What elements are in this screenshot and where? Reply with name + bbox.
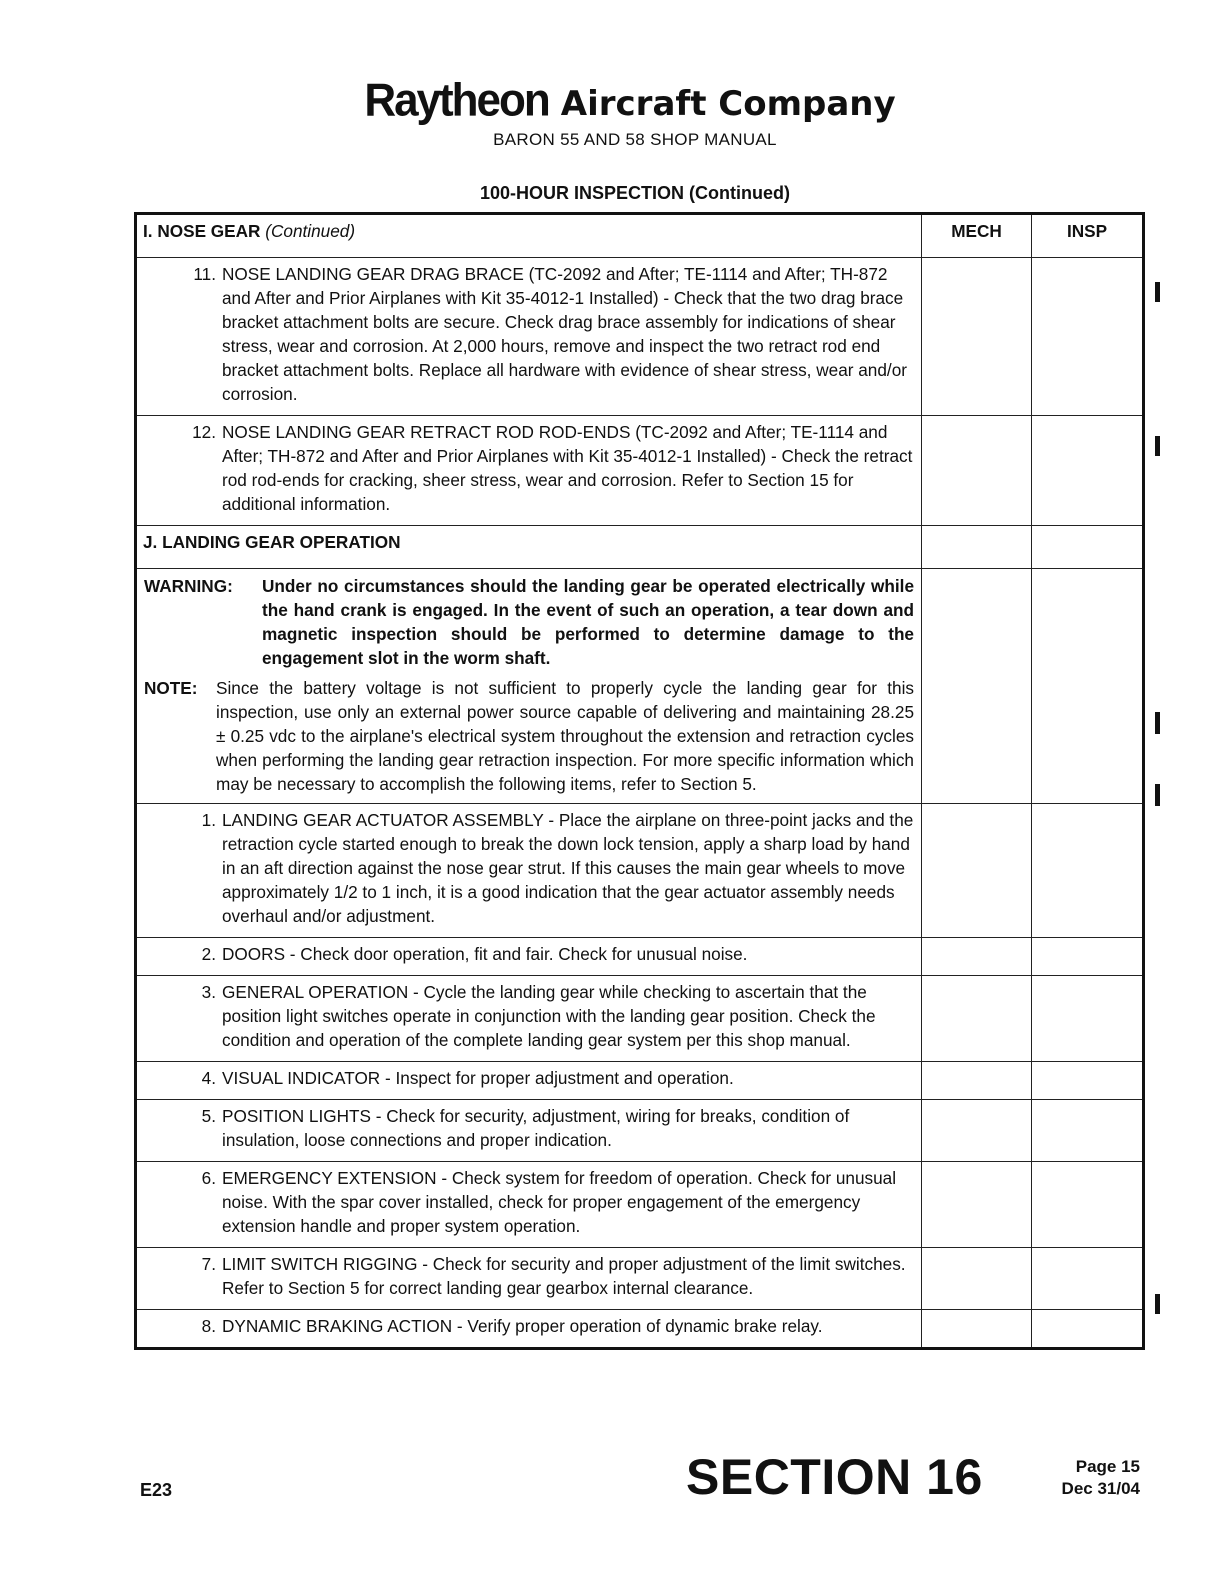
table-row <box>136 1248 1144 1310</box>
revision-date: Dec 31/04 <box>1061 1479 1140 1498</box>
table-row <box>136 569 1144 804</box>
change-bar <box>1155 784 1160 806</box>
mech-checkbox-cell[interactable] <box>922 258 1032 416</box>
insp-checkbox-cell <box>1032 569 1144 804</box>
change-bar <box>1155 282 1160 302</box>
insp-checkbox-cell[interactable] <box>1032 1310 1144 1349</box>
section-heading <box>136 214 922 258</box>
insp-checkbox-cell[interactable] <box>1032 258 1144 416</box>
insp-checkbox-cell[interactable] <box>1032 1100 1144 1162</box>
table-row <box>136 1100 1144 1162</box>
section-heading: J. LANDING GEAR OPERATION <box>136 526 922 569</box>
mech-checkbox-cell[interactable] <box>922 938 1032 976</box>
table-row <box>136 938 1144 976</box>
page-code: E23 <box>140 1480 173 1500</box>
mech-checkbox-cell <box>922 526 1032 569</box>
table-row <box>136 258 1144 416</box>
company-name: Aircraft Company <box>560 84 896 124</box>
warning-label: WARNING: <box>144 576 233 596</box>
item-text: GENERAL OPERATION - Cycle the landing gear while checking to ascertain that the position light switches operate in conjunction with the landing gear position. Check the condition and operation of the complete landing gear system per this shop manual. <box>222 982 876 1050</box>
table-row <box>136 976 1144 1062</box>
item-number: 1. <box>201 810 216 830</box>
item-number: 3. <box>201 982 216 1002</box>
change-bar <box>1155 712 1160 734</box>
inspection-title: 100-HOUR INSPECTION (Continued) <box>479 183 790 203</box>
item-text: LIMIT SWITCH RIGGING - Check for security and proper adjustment of the limit switches. Refer to Section 5 for correct landing gear gearbox internal clearance. <box>222 1254 906 1298</box>
insp-checkbox-cell[interactable] <box>1032 804 1144 938</box>
item-number: 12. <box>192 422 216 442</box>
brand-logo <box>364 74 896 127</box>
item-number: 2. <box>201 944 216 964</box>
mech-column-header: MECH <box>922 214 1032 258</box>
warning-block <box>144 574 914 670</box>
mech-checkbox-cell[interactable] <box>922 416 1032 526</box>
table-row <box>136 416 1144 526</box>
mech-checkbox-cell[interactable] <box>922 1100 1032 1162</box>
item-number: 11. <box>193 264 216 284</box>
table-row <box>136 1162 1144 1248</box>
item-text: VISUAL INDICATOR - Inspect for proper adjustment and operation. <box>222 1068 734 1088</box>
mech-checkbox-cell[interactable] <box>922 1248 1032 1310</box>
insp-checkbox-cell[interactable] <box>1032 976 1144 1062</box>
insp-checkbox-cell <box>1032 526 1144 569</box>
section-suffix: (Continued) <box>265 221 356 241</box>
insp-checkbox-cell[interactable] <box>1032 1062 1144 1100</box>
page-header <box>0 74 1220 127</box>
section-row <box>136 526 1144 569</box>
insp-checkbox-cell[interactable] <box>1032 1162 1144 1248</box>
table-row <box>136 1310 1144 1349</box>
table-row <box>136 1062 1144 1100</box>
warning-text: Under no circumstances should the landing gear be operated electrically while the hand crank is engaged. In the event of such an operation, a tear down and magnetic inspection should be performed to determine damage to the engagement slot in the worm shaft. <box>262 576 914 668</box>
mech-checkbox-cell[interactable] <box>922 976 1032 1062</box>
item-text: NOSE LANDING GEAR DRAG BRACE (TC-2092 and After; TE-1114 and After; TH-872 and After and Prior Airplanes with Kit 35-4012-1 Installed) - Check that the two drag brace bracket attachment bolts are secure. Check drag brace assembly for indications of shear stress, wear and corrosion. At 2,000 hours, remove and inspect the two retract rod end bracket attachment bolts. Replace all hardware with evidence of shear stress, wear and/or corrosion. <box>222 264 907 404</box>
mech-checkbox-cell[interactable] <box>922 804 1032 938</box>
note-label: NOTE: <box>144 678 198 698</box>
mech-checkbox-cell[interactable] <box>922 1162 1032 1248</box>
item-text: LANDING GEAR ACTUATOR ASSEMBLY - Place the airplane on three-point jacks and the retraction cycle started enough to break the down lock tension, apply a sharp load by hand in an aft direction against the nose gear strut. If this causes the main gear wheels to move approximately 1/2 to 1 inch, it is a good indication that the gear actuator assembly needs overhaul and/or adjustment. <box>222 810 914 926</box>
mech-checkbox-cell[interactable] <box>922 1062 1032 1100</box>
section-number: SECTION 16 <box>686 1449 983 1505</box>
brand-name: Raytheon <box>364 74 549 127</box>
item-text: POSITION LIGHTS - Check for security, adjustment, wiring for breaks, condition of insulation, loose connections and proper indication. <box>222 1106 850 1150</box>
mech-checkbox-cell <box>922 569 1032 804</box>
mech-checkbox-cell[interactable] <box>922 1310 1032 1349</box>
insp-checkbox-cell[interactable] <box>1032 1248 1144 1310</box>
change-bar <box>1155 436 1160 456</box>
item-number: 7. <box>201 1254 216 1274</box>
note-block <box>144 676 914 796</box>
item-text: NOSE LANDING GEAR RETRACT ROD ROD-ENDS (TC-2092 and After; TE-1114 and After; TH-872 and After and Prior Airplanes with Kit 35-4012-1 Installed) - Check the retract rod rod-ends for cracking, sheer stress, wear and corrosion. Refer to Section 15 for additional information. <box>222 422 913 514</box>
item-text: DYNAMIC BRAKING ACTION - Verify proper operation of dynamic brake relay. <box>222 1316 823 1336</box>
table-row <box>136 804 1144 938</box>
insp-column-header: INSP <box>1032 214 1144 258</box>
item-number: 4. <box>201 1068 216 1088</box>
page-info <box>1040 1456 1140 1500</box>
item-number: 5. <box>201 1106 216 1126</box>
insp-checkbox-cell[interactable] <box>1032 416 1144 526</box>
section-title: I. NOSE GEAR <box>143 221 261 241</box>
item-number: 6. <box>201 1168 216 1188</box>
note-text: Since the battery voltage is not sufficient to properly cycle the landing gear for this inspection, use only an external power source capable of delivering and maintaining 28.25 ± 0.25 vdc to the airplane's electrical system throughout the extension and retraction cycles when performing the landing gear retraction inspection. For more specific information which may be necessary to accomplish the following items, refer to Section 5. <box>216 678 914 794</box>
manual-title: BARON 55 AND 58 SHOP MANUAL <box>493 130 777 149</box>
item-number: 8. <box>201 1316 216 1336</box>
item-text: EMERGENCY EXTENSION - Check system for freedom of operation. Check for unusual noise. With the spar cover installed, check for proper engagement of the emergency extension handle and proper system operation. <box>222 1168 897 1236</box>
item-text: DOORS - Check door operation, fit and fair. Check for unusual noise. <box>222 944 748 964</box>
change-bar <box>1155 1294 1160 1314</box>
inspection-table <box>134 212 1145 1350</box>
page-number: Page 15 <box>1075 1457 1140 1476</box>
table-header-row <box>136 214 1144 258</box>
insp-checkbox-cell[interactable] <box>1032 938 1144 976</box>
